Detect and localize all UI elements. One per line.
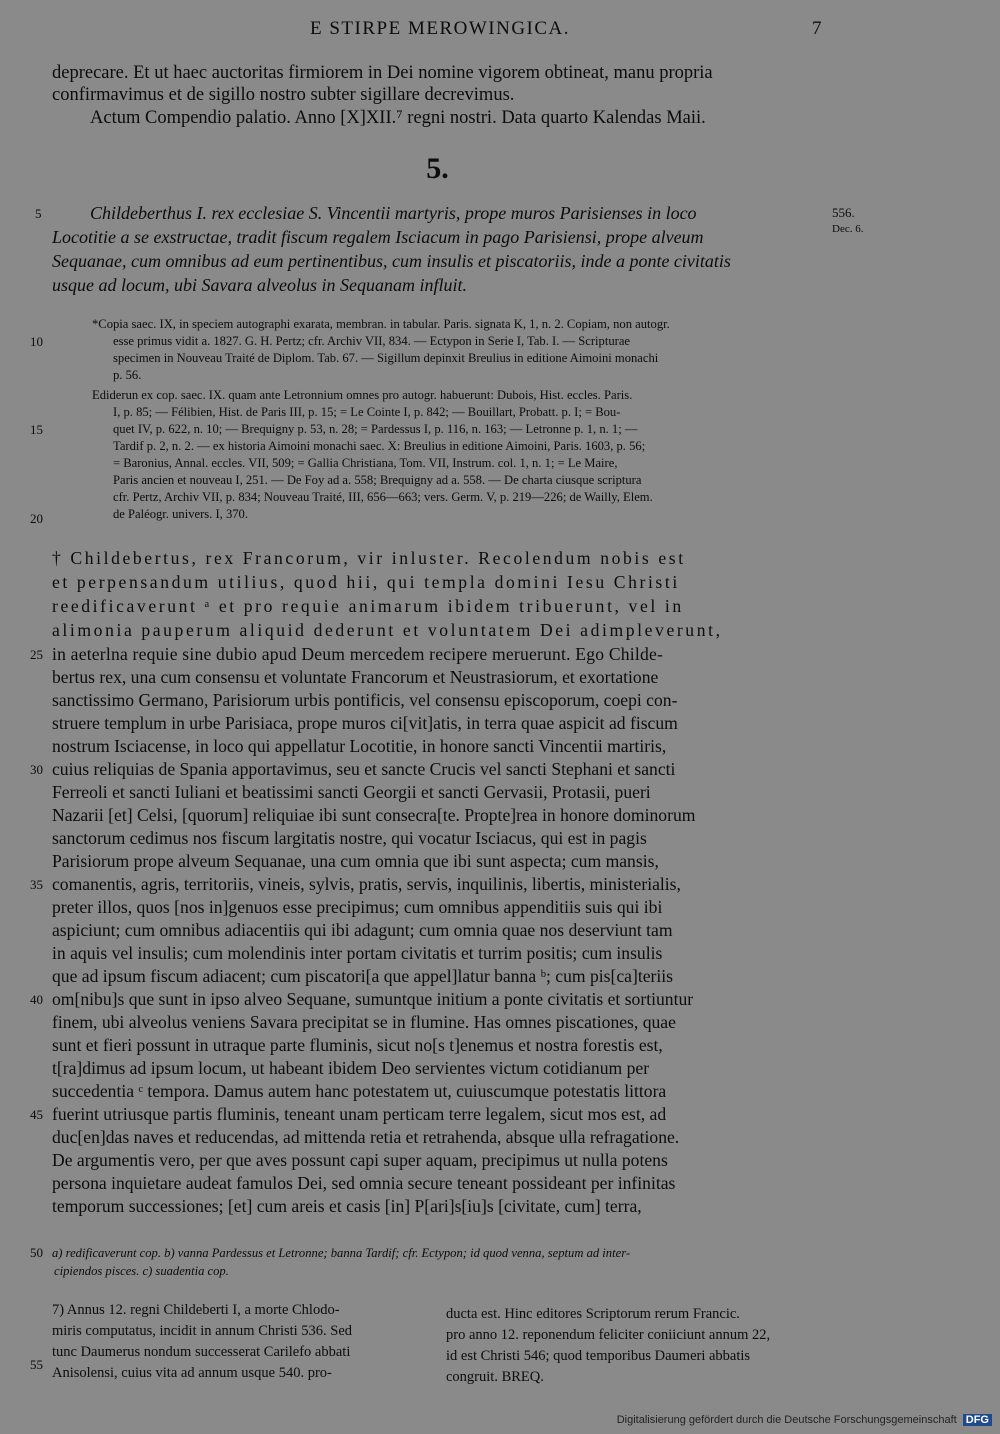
note-line: I, p. 85; — Félibien, Hist. de Paris III, p. 15; = Le Cointe I, p. 842; — Bouillart, Probatt. p. I; = Bou- (113, 405, 621, 419)
charter-line: sunt et fieri possunt in utraque parte fluminis, sicut no[s t]enemus et nostra forestis est, (52, 1035, 663, 1055)
charter-line: Nazarii [et] Celsi, [quorum] reliquiae ibi sunt consecra[te. Propte]rea in honore dominorum (52, 805, 696, 825)
dfg-notice: Digitalisierung gefördert durch die Deutsche Forschungsgemeinschaft (616, 1414, 957, 1426)
footnote-line: pro anno 12. reponendum feliciter coniiciunt annum 22, (446, 1327, 771, 1343)
footnote-line: Anisolensi, cuius vita ad annum usque 540. pro- (52, 1365, 332, 1381)
summary-line: Sequanae, cum omnibus ad eum pertinentibus, cum insulis et piscatoriis, inde a ponte civitatis (52, 251, 731, 271)
summary-line: Childeberthus I. rex ecclesiae S. Vincentii martyris, prope muros Parisienses in loco (90, 203, 697, 223)
line-number: 5 (35, 206, 42, 221)
header-title: E STIRPE MEROWINGICA. (310, 18, 571, 39)
charter-line: sanctorum cedimus nos fiscum largitatis nostre, qui vocatur Isciacus, qui est in pagis (52, 828, 647, 848)
charter-line: et perpensandum utilius, quod hii, qui templa domini Iesu Christi (52, 572, 680, 592)
line-number: 40 (30, 992, 43, 1007)
note-line: quet IV, p. 622, n. 10; — Brequigny p. 53, n. 28; = Pardessus I, p. 116, n. 163; — Letronne p. 1, n. 1; — (113, 422, 638, 436)
charter-line: duc[en]das naves et reducendas, ad mittenda retia et retrahenda, absque ulla refragatione. (52, 1127, 680, 1147)
charter-line: preter illos, quos [nos in]genuos esse precipimus; cum omnibus appenditiis suis qui ibi (52, 897, 663, 917)
line-number: 10 (30, 334, 43, 349)
text-line: Actum Compendio palatio. Anno [X]XII.⁷ regni nostri. Data quarto Kalendas Maii. (90, 108, 706, 128)
charter-line: comanentis, agris, territoriis, vineis, sylvis, pratis, servis, inquilinis, libertis, ministerialis, (52, 874, 681, 894)
line-number: 45 (30, 1107, 43, 1122)
line-number: 25 (30, 647, 43, 662)
dfg-footer (617, 1414, 992, 1426)
charter-line: in aquis vel insulis; cum molendinis inter portam civitatis et turrim positis; cum insulis (52, 943, 663, 963)
line-number: 50 (30, 1245, 43, 1260)
charter-line: t[ra]dimus ad ipsum locum, ut habeant ibidem Deo servientes victum cotidianum per (52, 1058, 650, 1078)
note-line: de Paléogr. univers. I, 370. (113, 507, 249, 521)
charter-line: cuius reliquias de Spania apportavimus, seu et sancte Crucis vel sancti Stephani et sancti (52, 759, 676, 779)
charter-line: que ad ipsum fiscum adiacent; cum piscatori[a que appel]latur banna ᵇ; cum pis[ca]teriis (52, 966, 674, 986)
footnote-line: tunc Daumerus nondum successerat Carilefo abbati (52, 1344, 351, 1360)
charter-line: Parisiorum prope alveum Sequanae, una cum omnia que ibi sunt aspecta; cum mansis, (52, 851, 659, 871)
text-line: deprecare. Et ut haec auctoritas firmiorem in Dei nomine vigorem obtineat, manu propria (52, 63, 713, 83)
charter-line: alimonia pauperum aliquid dederunt et voluntatem Dei adimpleverunt, (52, 620, 723, 640)
text-line: confirmavimus et de sigillo nostro subter sigillare decrevimus. (52, 85, 515, 105)
note-line: esse primus vidit a. 1827. G. H. Pertz; cfr. Archiv VII, 834. — Ectypon in Serie I, Tab. I. — Scripturae (113, 334, 630, 348)
footnote-line: congruit. BREQ. (446, 1369, 544, 1385)
charter-line: De argumentis vero, per que aves possunt capi super aquam, precipimus ut nulla potens (52, 1150, 668, 1170)
line-number: 15 (30, 422, 43, 437)
note-line: Tardif p. 2, n. 2. — ex historia Aimoini monachi saec. X: Breulius in editione Aimoini, Paris. 1603, p. 56; (113, 439, 646, 453)
dfg-logo: DFG (963, 1414, 992, 1426)
charter-line: sanctissimo Germano, Parisiorum urbis pontificis, vel consensu episcoporum, coepi con- (52, 690, 678, 710)
note-line: Paris ancien et nouveau I, 251. — De Foy ad a. 558; Brequigny ad a. 558. — De charta ciusque scriptura (113, 473, 642, 487)
charter-line: reedificaverunt ᵃ et pro requie animarum ibidem tribuerunt, vel in (52, 596, 684, 616)
charter-line: persona inquietare audeat famulos Dei, sed omnia secure teneant possideant per infinitas (52, 1173, 676, 1193)
charter-line: aspiciunt; cum omnibus adiacentiis qui ibi adagunt; cum omnia quae nos deserviunt tam (52, 920, 673, 940)
charter-line: nostrum Isciacense, in loco qui appellatur Locotitie, in honore sancti Vincentii martiris, (52, 736, 667, 756)
footnote-line: 7) Annus 12. regni Childeberti I, a morte Chlodo- (52, 1302, 340, 1318)
section-number: 5. (426, 152, 449, 185)
line-number: 20 (30, 511, 43, 526)
apparatus-line: a) redificaverunt cop. b) vanna Pardessus et Letronne; banna Tardif; cfr. Ectypon; id quod venna, septum ad inter- (52, 1246, 631, 1260)
apparatus-line: cipiendos pisces. c) suadentia cop. (54, 1264, 229, 1278)
summary-line: usque ad locum, ubi Savara alveolus in Sequanam influit. (52, 275, 467, 295)
charter-line: succedentia ᶜ tempora. Damus autem hanc potestatem ut, cuiuscumque potestatis littora (52, 1081, 667, 1101)
date-year: 556. (832, 205, 855, 220)
note-line: *Copia saec. IX, in speciem autographi exarata, membran. in tabular. Paris. signata K, 1, n. 2. Copiam, non autogr. (92, 317, 670, 331)
summary-line: Locotitie a se exstructae, tradit fiscum regalem Isciacum in pago Parisiensi, prope alveum (52, 227, 704, 247)
charter-line: † Childebertus, rex Francorum, vir inluster. Recolendum nobis est (52, 548, 686, 568)
note-line: = Baronius, Annal. eccles. VII, 509; = Gallia Christiana, Tom. VII, Instrum. col. 1, n. 1; = Le Maire, (113, 456, 618, 470)
charter-line: fuerint utriusque partis fluminis, teneant unam perticam terre legalem, sicut mos est, ad (52, 1104, 667, 1124)
running-header (0, 18, 1000, 44)
date-day: Dec. 6. (832, 223, 864, 235)
line-number: 30 (30, 762, 43, 777)
line-number: 55 (30, 1357, 43, 1372)
charter-line: om[nibu]s que sunt in ipso alveo Sequane, sumuntque initium a ponte civitatis et sortiuntur (52, 989, 694, 1009)
charter-line: in aeterlna requie sine dubio apud Deum mercedem recipere meruerunt. Ego Childe- (52, 644, 664, 664)
charter-line: struere templum in urbe Parisiaca, prope muros ci[vit]atis, in terra quae aspicit ad fiscum (52, 713, 678, 733)
note-line: cfr. Pertz, Archiv VII, p. 834; Nouveau Traité, III, 656—663; vers. Germ. V, p. 219—226; de Wailly, Elem. (113, 490, 653, 504)
charter-line: Ferreoli et sancti Iuliani et beatissimi sancti Georgii et sancti Gervasii, Protasii, pueri (52, 782, 651, 802)
page-number: 7 (812, 18, 822, 39)
footnote-line: id est Christi 546; quod temporibus Daumeri abbatis (446, 1348, 751, 1364)
footnote-line: miris computatus, incidit in annum Christi 536. Sed (52, 1323, 353, 1339)
footnote-line: ducta est. Hinc editores Scriptorum rerum Francic. (446, 1306, 740, 1322)
line-number: 35 (30, 877, 43, 892)
charter-line: temporum successiones; [et] cum areis et casis [in] P[ari]s[iu]s [civitate, cum] terra, (52, 1196, 642, 1216)
charter-line: bertus rex, una cum consensu et voluntate Francorum et Neustrasiorum, et exortatione (52, 667, 659, 687)
charter-line: finem, ubi alveolus veniens Savara precipitat se in flumine. Has omnes piscationes, quae (52, 1012, 676, 1032)
note-line: Ediderun ex cop. saec. IX. quam ante Letronnium omnes pro autogr. habuerunt: Dubois, Hist. eccles. Paris. (92, 388, 633, 402)
note-line: p. 56. (113, 368, 142, 382)
note-line: specimen in Nouveau Traité de Diplom. Tab. 67. — Sigillum depinxit Breulius in editione Aimoini monachi (113, 351, 659, 365)
